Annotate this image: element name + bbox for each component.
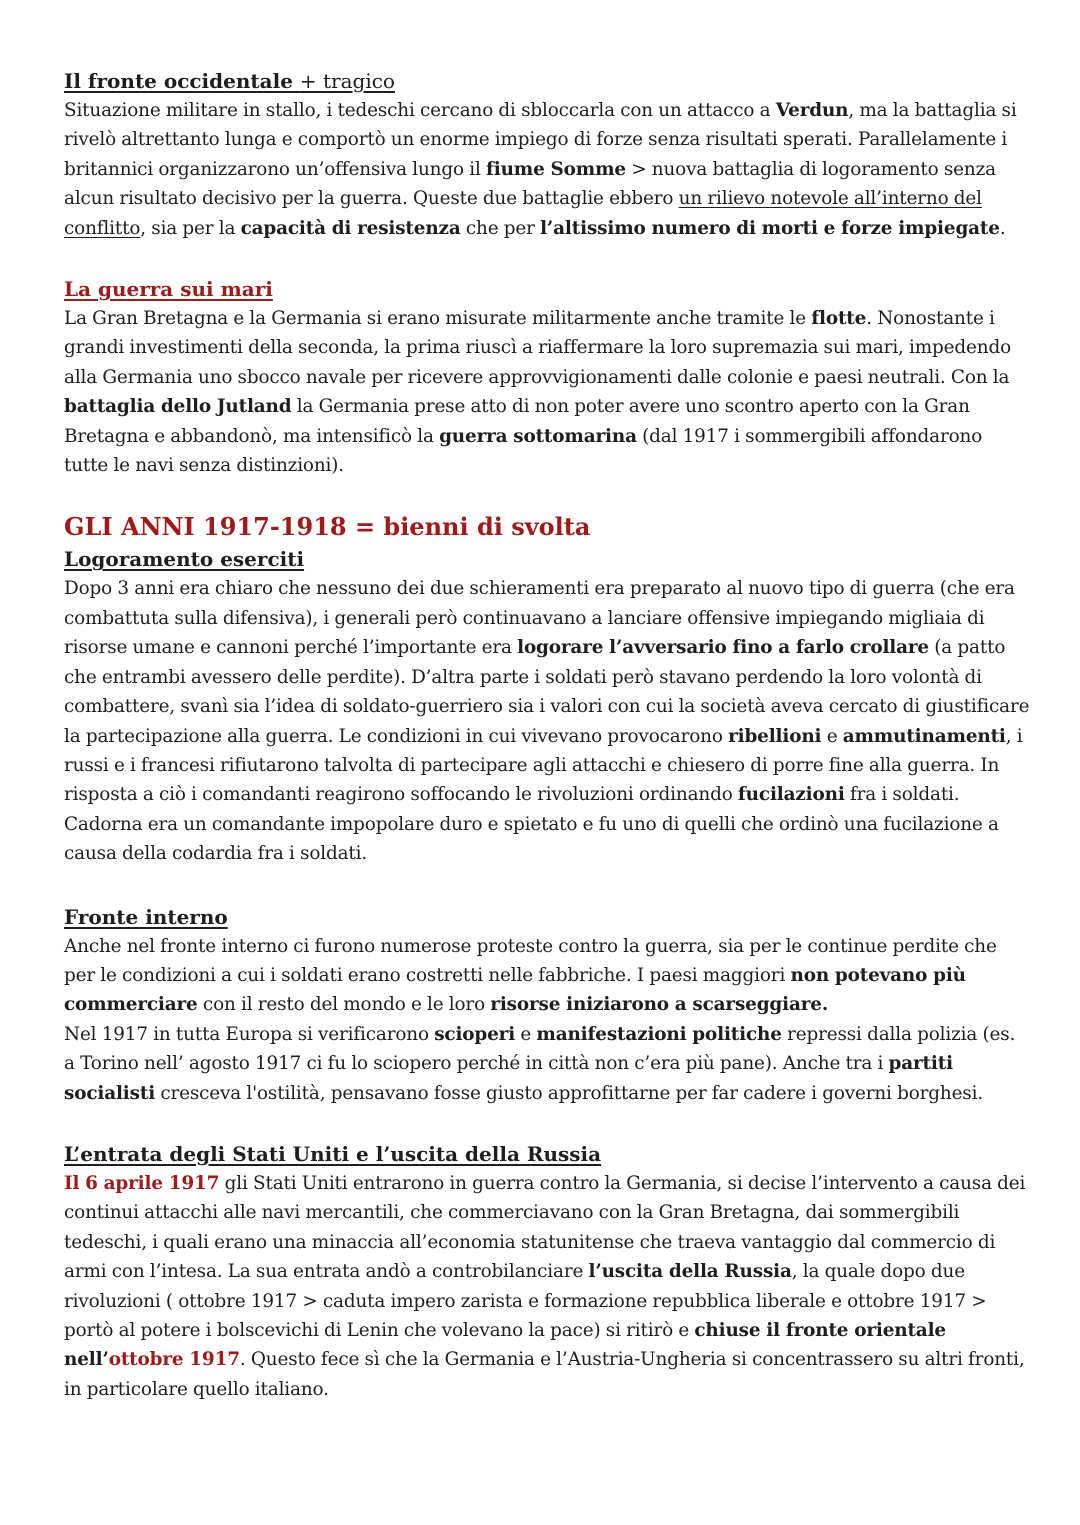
date-highlight: Il 6 aprile 1917: [64, 1172, 220, 1194]
paragraph: Dopo 3 anni era chiaro che nessuno dei due schieramenti era preparato al nuovo tipo di guerra (che era combattuta sulla difensiva), i generali però continuavano a lanciare offensive impiegando migliaia di risorse umane e cannoni perché l’importante era logorare l’avversario fino a farlo crollare (a patto che entrambi avessero delle perdite). D’altra parte i soldati però stavano perdendo la loro volontà di combattere, svanì sia l’idea di soldato-guerriero sia i valori con cui la società aveva cercato di giustificare la partecipazione alla guerra. Le condizioni in cui vivevano provocarono ribellioni e ammutinamenti, i russi e i francesi rifiutarono talvolta di partecipare agli attacchi e chiesero di porre fine alla guerra. In risposta a ciò i comandanti reagirono soffocando le rivoluzioni ordinando fucilazioni fra i soldati. Cadorna era un comandante impopolare duro e spietato e fu uno di quelli che ordinò una fucilazione a causa della codardia fra i soldati.: [64, 578, 1030, 865]
paragraph: Il 6 aprile 1917 gli Stati Uniti entrarono in guerra contro la Germania, si decise l’intervento a causa dei continui attacchi alle navi mercantili, che commerciavano con la Gran Bretagna, dai sommergibili tedeschi, i quali erano una minaccia all’economia statunitense che traeva vantaggio dal commercio di armi con l’intesa. La sua entrata andò a controbilanciare l’uscita della Russia, la quale dopo due rivoluzioni ( ottobre 1917 > caduta impero zarista e formazione repubblica liberale e ottobre 1917 > portò al potere i bolscevichi di Lenin che volevano la pace) si ritirò e chiuse il fronte orientale nell’ottobre 1917. Questo fece sì che la Germania e l’Austria-Ungheria si concentrassero su altri fronti, in particolare quello italiano.: [64, 1172, 1026, 1400]
section-fronte-interno: [64, 902, 1030, 1108]
section-fronte-occidentale: [64, 66, 1030, 243]
section-heading: Il fronte occidentale + tragico: [64, 69, 395, 93]
paragraph: La Gran Bretagna e la Germania si erano misurate militarmente anche tramite le flotte. Nonostante i grandi investimenti della seconda, la prima riuscì a riaffermare la loro supremazia sui mari, impedendo alla Germania uno sbocco navale per ricevere approvvigionamenti dalle colonie e paesi neutrali. Con la battaglia dello Jutland la Germania prese atto di non poter avere uno scontro aperto con la Gran Bretagna e abbandonò, ma intensificò la guerra sottomarina (dal 1917 i sommergibili affondarono tutte le navi senza distinzioni).: [64, 308, 1012, 477]
section-guerra-mari: [64, 274, 1030, 480]
paragraph: Anche nel fronte interno ci furono numerose proteste contro la guerra, sia per le continue perdite che per le condizioni a cui i soldati erano costretti nelle fabbriche. I paesi maggiori non potevano più commerciare con il resto del mondo e le loro risorse iniziarono a scarseggiare.: [64, 935, 997, 1016]
document-page: [64, 66, 1030, 1404]
paragraph: Situazione militare in stallo, i tedeschi cercano di sbloccarla con un attacco a Verdun, ma la battaglia si rivelò altrettanto lunga e comportò un enorme impiego di forze senza risultati sperati. Parallelamente i britannici organizzarono un’offensiva lungo il fiume Somme > nuova battaglia di logoramento senza alcun risultato decisivo per la guerra. Queste due battaglie ebbero un rilievo notevole all’interno del conflitto, sia per la capacità di resistenza che per l’altissimo numero di morti e forze impiegate.: [64, 100, 1017, 239]
date-highlight: ottobre 1917: [108, 1349, 240, 1371]
section-heading: Fronte interno: [64, 904, 228, 929]
section-heading: Logoramento eserciti: [64, 547, 305, 572]
paragraph: Nel 1917 in tutta Europa si verificarono scioperi e manifestazioni politiche repressi dalla polizia (es. a Torino nell’ agosto 1917 ci fu lo sciopero perché in città non c’era più pane). Anche tra i partiti socialisti cresceva l'ostilità, pensavano fosse giusto approfittarne per far cadere i governi borghesi.: [64, 1023, 1016, 1104]
chapter-title: GLI ANNI 1917-1918 = bienni di svolta: [64, 512, 591, 542]
section-logoramento: [64, 544, 1030, 868]
section-stati-uniti-russia: [64, 1139, 1030, 1404]
section-heading: La guerra sui mari: [64, 277, 273, 302]
section-heading: L’entrata degli Stati Uniti e l’uscita della Russia: [64, 1141, 602, 1166]
heading-suffix: + tragico: [299, 69, 395, 93]
